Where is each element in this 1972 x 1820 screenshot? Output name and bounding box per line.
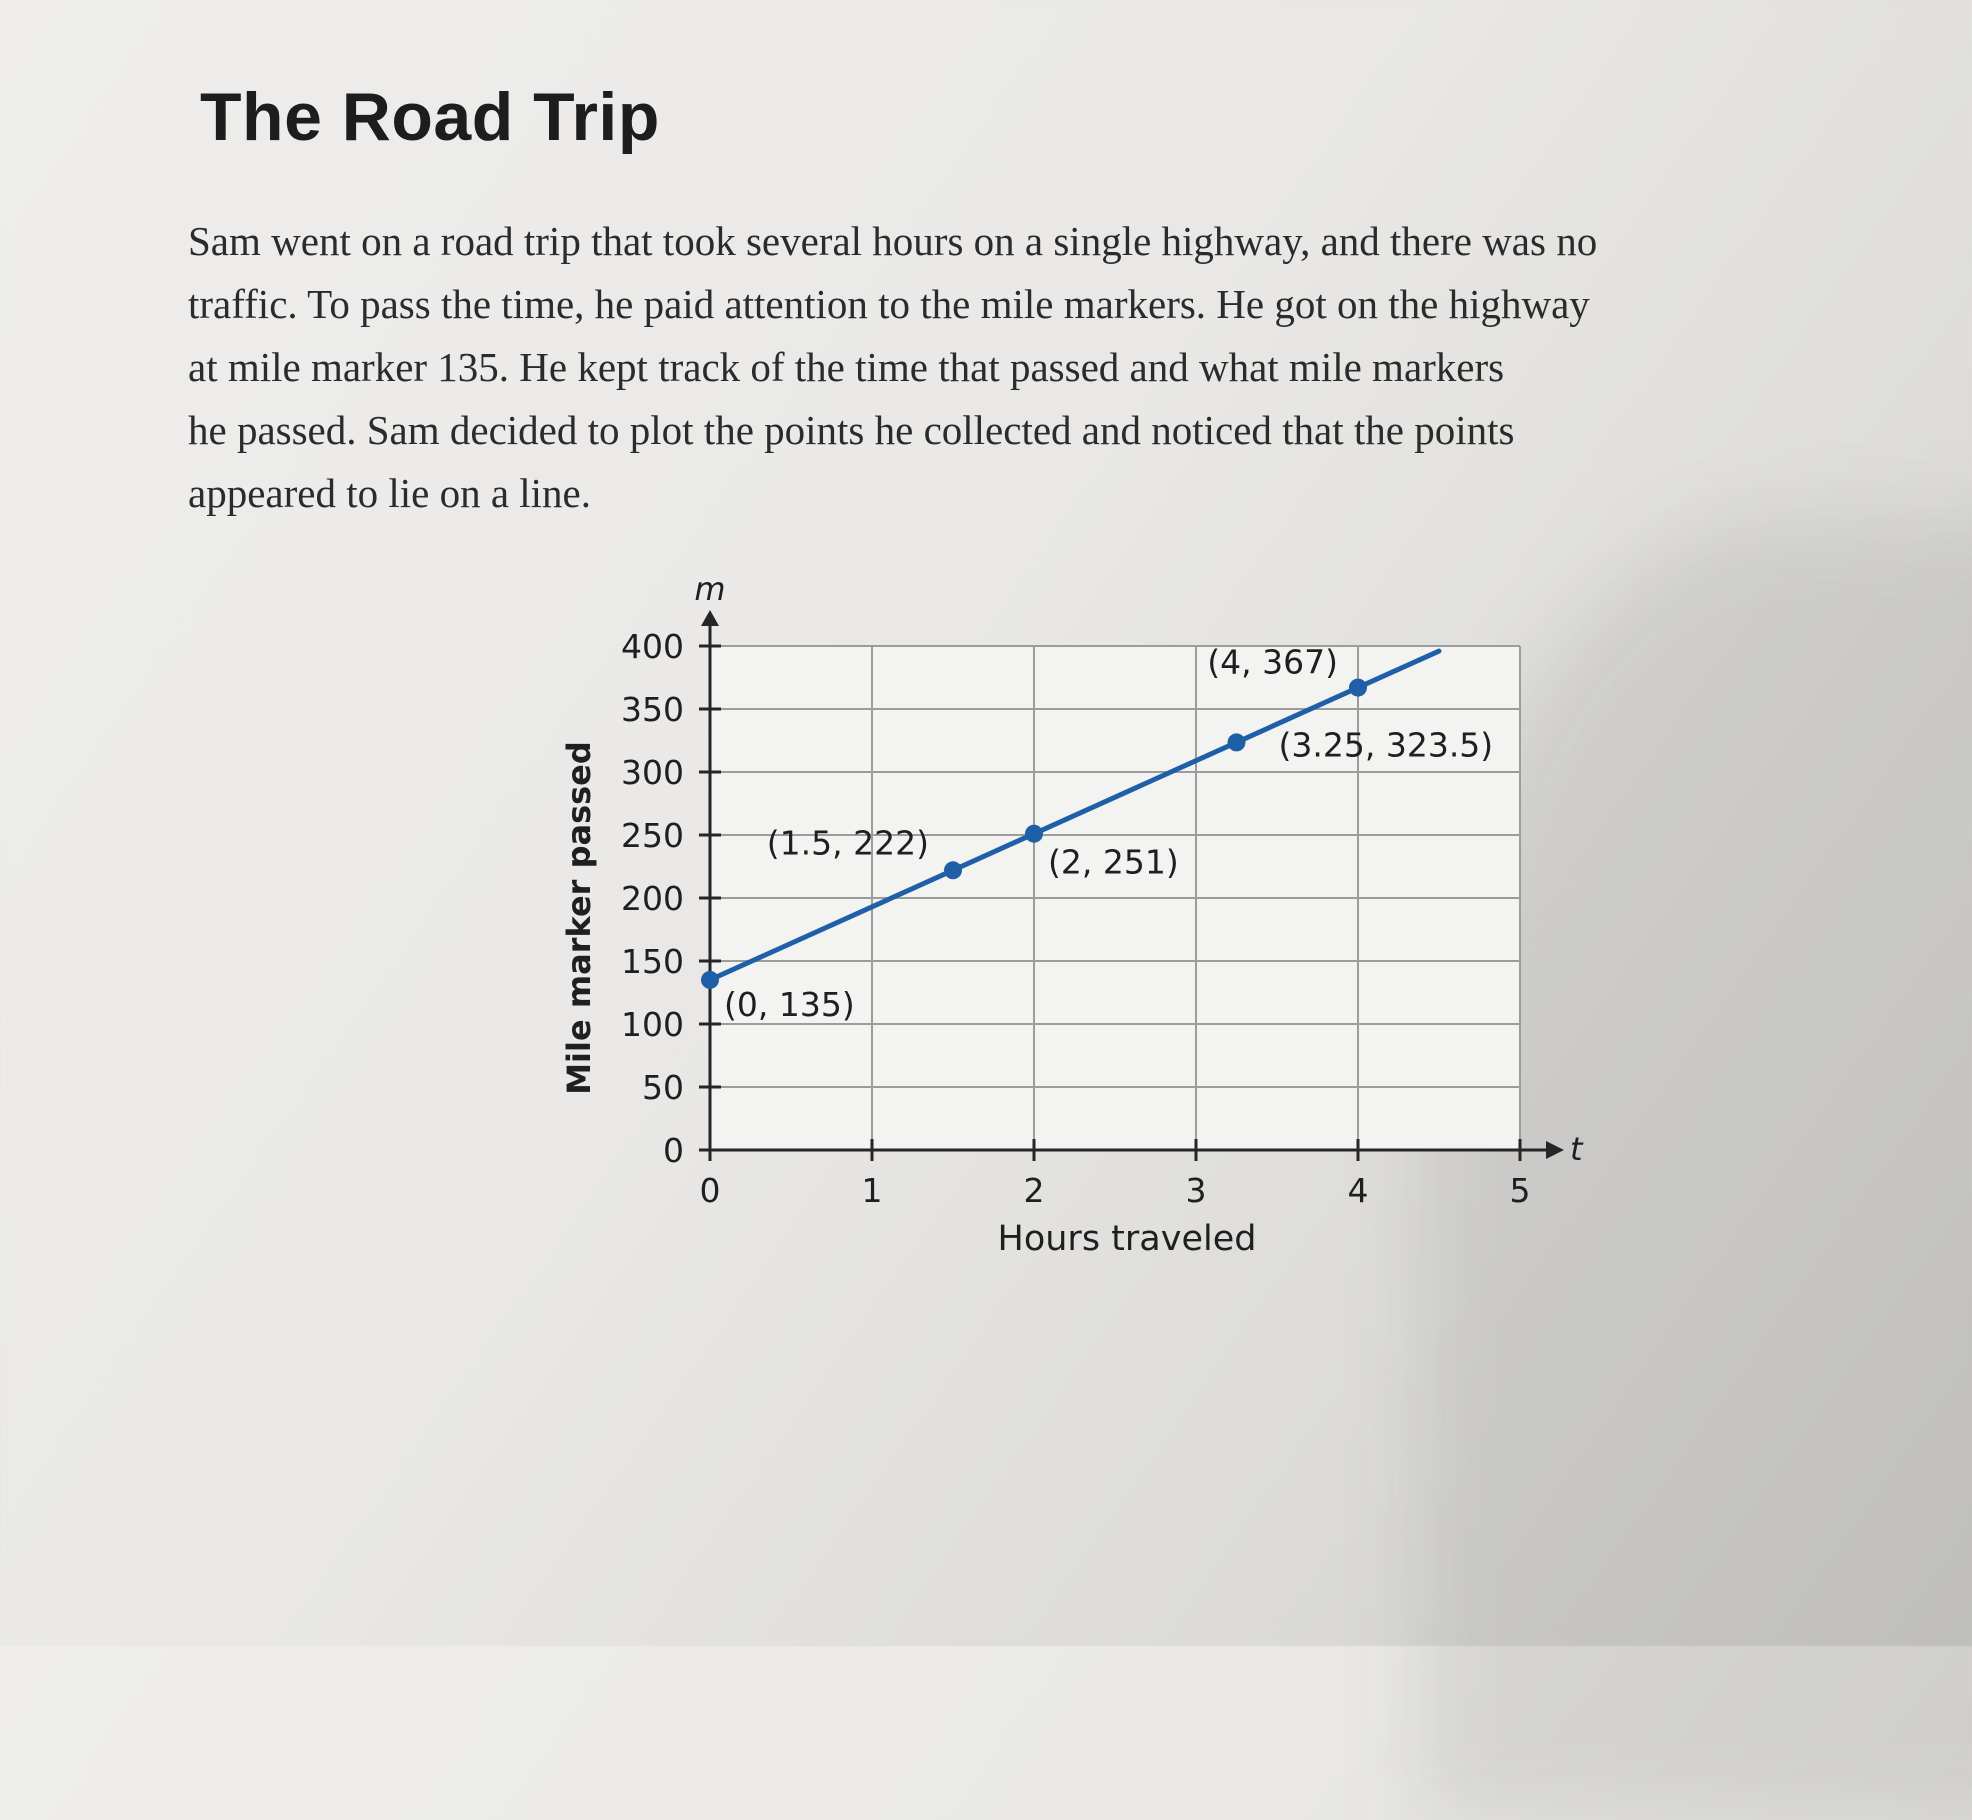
data-point-label: (0, 135) [724, 984, 855, 1024]
x-tick-label: 3 [1185, 1171, 1207, 1210]
intro-line: traffic. To pass the time, he paid attention to the mile markers. He got on the highway [188, 281, 1590, 327]
chart-grid [710, 646, 1520, 1150]
data-point [1349, 679, 1367, 697]
y-tick-label: 250 [621, 816, 684, 855]
data-point [1025, 825, 1043, 843]
y-tick-label: 100 [621, 1005, 684, 1044]
y-tick-label: 50 [642, 1068, 684, 1107]
data-point-label: (3.25, 323.5) [1278, 725, 1494, 765]
intro-line: at mile marker 135. He kept track of the time that passed and what mile markers [188, 344, 1505, 390]
x-tick-label: 1 [861, 1171, 883, 1210]
x-axis-symbol: t [1570, 1130, 1583, 1168]
data-point [1228, 733, 1246, 751]
data-point-label: (1.5, 222) [766, 823, 929, 863]
data-point [944, 861, 962, 879]
x-tick-label: 4 [1347, 1171, 1369, 1210]
y-tick-label: 0 [663, 1131, 684, 1170]
x-tick-label: 2 [1023, 1171, 1045, 1210]
x-tick-label: 5 [1509, 1171, 1531, 1210]
y-axis-label: Mile marker passed [560, 741, 598, 1095]
y-axis-arrow [701, 610, 719, 626]
x-tick-label: 0 [699, 1171, 721, 1210]
intro-line: Sam went on a road trip that took several hours on a single highway, and there was no [188, 218, 1598, 264]
y-axis-symbol: m [694, 570, 726, 608]
y-tick-label: 350 [621, 690, 684, 729]
y-tick-label: 300 [621, 753, 684, 792]
y-tick-label: 150 [621, 942, 684, 981]
x-axis-arrow [1546, 1141, 1564, 1159]
data-point-label: (2, 251) [1048, 842, 1179, 882]
y-tick-label: 200 [621, 879, 684, 918]
data-point [701, 971, 719, 989]
data-point-label: (4, 367) [1207, 642, 1338, 682]
page-title: The Road Trip [200, 79, 660, 155]
intro-line: appeared to lie on a line. [188, 470, 591, 516]
intro-line: he passed. Sam decided to plot the points he collected and noticed that the points [188, 407, 1515, 453]
x-axis-label: Hours traveled [997, 1219, 1257, 1259]
y-tick-label: 400 [621, 627, 684, 666]
